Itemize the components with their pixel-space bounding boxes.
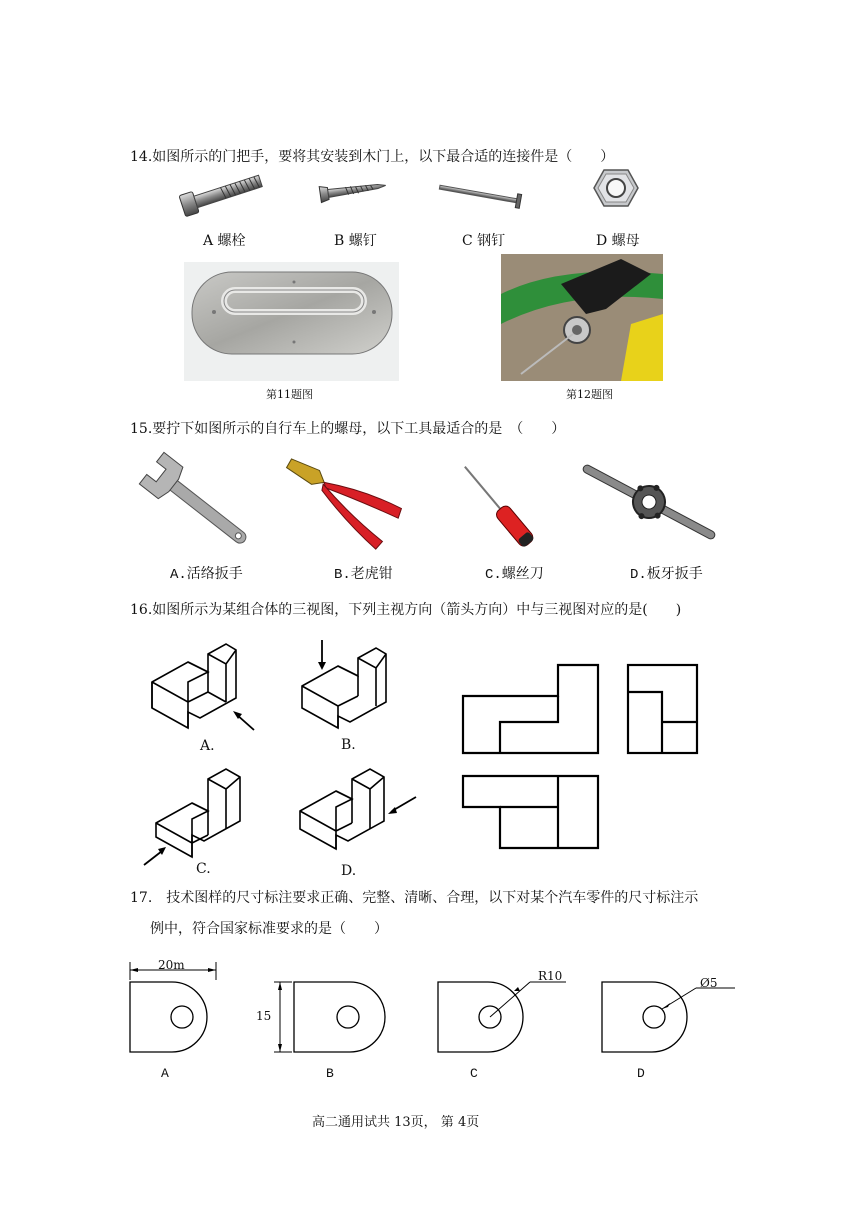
q15-text: 15.要拧下如图所示的自行车上的螺母，以下工具最适合的是 （ ） [130,421,566,437]
isometric-option-a [148,640,258,735]
isometric-option-b [298,638,398,730]
isometric-option-c [144,765,254,870]
bicycle-nut-photo [501,254,663,381]
dim-a-label: 20m [158,958,185,972]
dim-d-label: Ø5 [700,976,718,990]
nut-icon [592,168,640,210]
nail-icon [437,180,532,210]
dimension-drawing-b [252,960,402,1056]
q14-option-c: C 钢钉 [462,233,506,249]
isometric-option-d [296,765,421,860]
q16-option-c: C. [196,861,211,877]
dim-b-label: 15 [256,1009,272,1023]
dimension-drawing-a [126,960,226,1056]
three-view-drawing [460,662,700,852]
q16-text: 16.如图所示为某组合体的三视图，下列主视方向（箭头方向）中与三视图对应的是( ) [130,602,682,618]
q15-option-d: D.板牙扳手 [630,567,703,583]
die-wrench-icon [575,462,723,542]
caption-q12: 第12题图 [566,388,613,401]
q16-option-a: A. [200,738,215,754]
door-handle-photo [184,262,399,381]
screwdriver-icon [447,460,547,550]
screw-icon [318,178,388,203]
q14-option-d: D 螺母 [596,233,640,249]
q17-option-d: D [637,1066,645,1081]
q17-text-line2: 例中，符合国家标准要求的是（ ） [150,921,388,937]
q14-option-a: A 螺栓 [203,233,246,249]
q16-option-d: D. [341,863,357,879]
page-footer: 高二通用试共 13页， 第 4页 [312,1115,480,1130]
pliers-icon [280,458,405,533]
q17-text-line1: 17. 技术图样的尺寸标注要求正确、完整、清晰、合理，以下对某个汽车零件的尺寸标注示 [130,890,699,906]
q17-option-b: B [326,1066,334,1081]
q16-option-b: B. [341,737,356,753]
q14-option-b: B 螺钉 [334,233,377,249]
q15-option-b: B.老虎钳 [334,567,393,583]
dim-c-label: R10 [538,969,563,983]
q17-option-c: C [470,1066,478,1081]
dimension-drawing-d [598,960,743,1056]
bolt-icon [178,170,268,215]
q17-option-a: A [161,1066,169,1081]
q14-text: 14.如图所示的门把手，要将其安装到木门上，以下最合适的连接件是（ ） [130,149,615,165]
adjustable-wrench-icon [140,452,255,552]
q15-option-a: A.活络扳手 [170,567,243,583]
caption-q11: 第11题图 [266,388,313,401]
q15-option-c: C.螺丝刀 [485,567,544,583]
